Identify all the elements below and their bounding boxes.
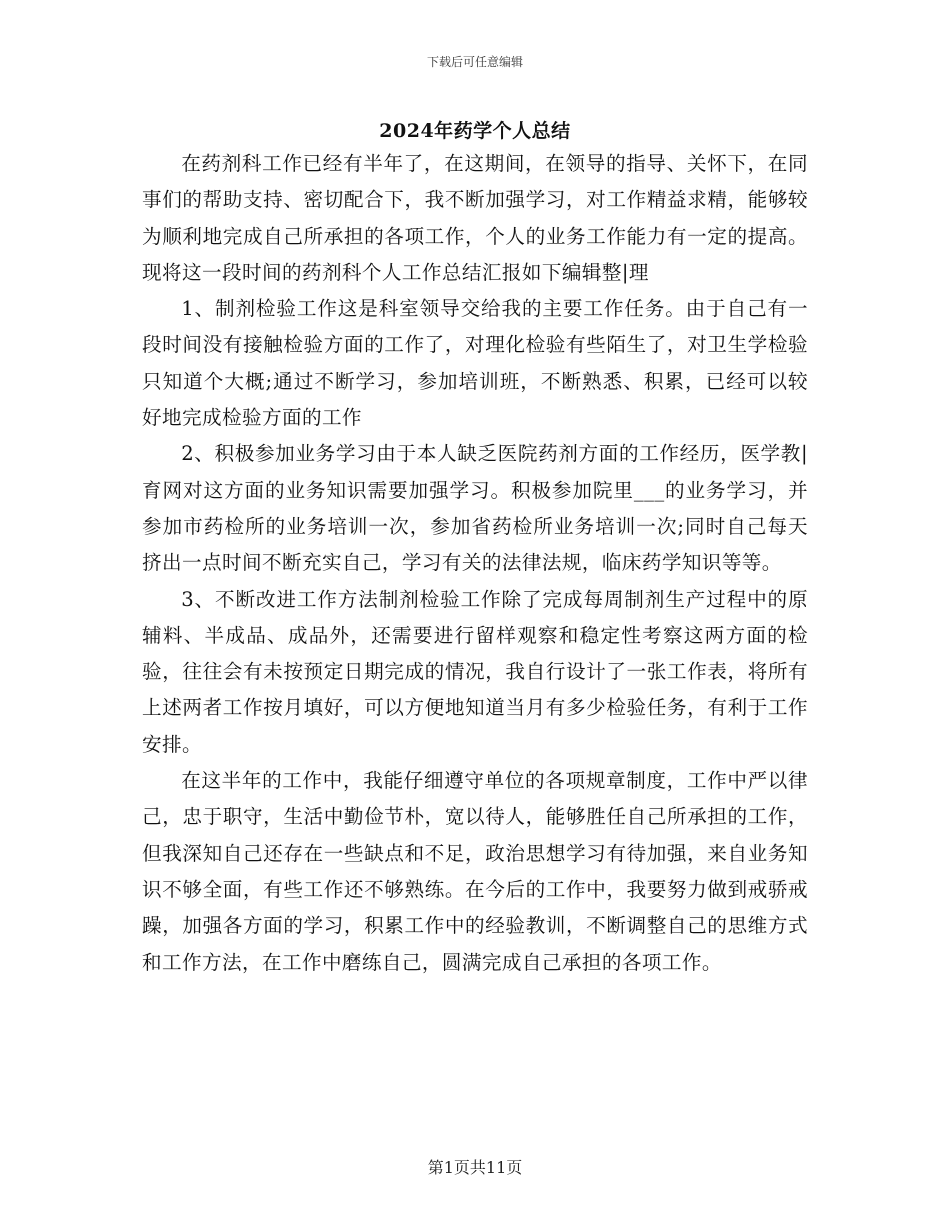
page-number: 第1页共11页 — [427, 1158, 523, 1177]
paragraph-item-3: 3、不断改进工作方法制剂检验工作除了完成每周制剂生产过程中的原辅料、半成品、成品外，还需要进行留样观察和稳定性考察这两方面的检验，往往会有未按预定日期完成的情况，我自行设计了一张工作表，将所有上述两者工作按月填好，可以方便地知道当月有多少检验任务，有利于工作安排。 — [142, 587, 808, 756]
paragraph-intro: 在药剂科工作已经有半年了，在这期间，在领导的指导、关怀下，在同事们的帮助支持、密切配合下，我不断加强学习，对工作精益求精，能够较为顺利地完成自己所承担的各项工作，个人的业务工作能力有一定的提高。现将这一段时间的药剂科个人工作总结汇报如下编辑整|理 — [142, 152, 808, 284]
paragraph-conclusion: 在这半年的工作中，我能仔细遵守单位的各项规章制度，工作中严以律己，忠于职守，生活中勤俭节朴，宽以待人，能够胜任自己所承担的工作，但我深知自己还存在一些缺点和不足，政治思想学习有待加强，来自业务知识不够全面，有些工作还不够熟练。在今后的工作中，我要努力做到戒骄戒躁，加强各方面的学习，积累工作中的经验教训，不断调整自己的思维方式和工作方法，在工作中磨练自己，圆满完成自己承担的各项工作。 — [142, 769, 808, 974]
document-title: 2024年药学个人总结 — [379, 120, 571, 142]
paragraph-item-1: 1、制剂检验工作这是科室领导交给我的主要工作任务。由于自己有一段时间没有接触检验方面的工作了，对理化检验有些陌生了，对卫生学检验只知道个大概;通过不断学习，参加培训班，不断熟悉、积累，已经可以较好地完成检验方面的工作 — [142, 297, 808, 430]
document-body — [142, 146, 808, 981]
header-note: 下载后可任意编辑 — [426, 55, 523, 69]
paragraph-item-2: 2、积极参加业务学习由于本人缺乏医院药剂方面的工作经历，医学教|育网对这方面的业务知识需要加强学习。积极参加院里___的业务学习，并参加市药检所的业务培训一次，参加省药检所业务培训一次;同时自己每天挤出一点时间不断充实自己，学习有关的法律法规，临床药学知识等等。 — [142, 442, 808, 575]
